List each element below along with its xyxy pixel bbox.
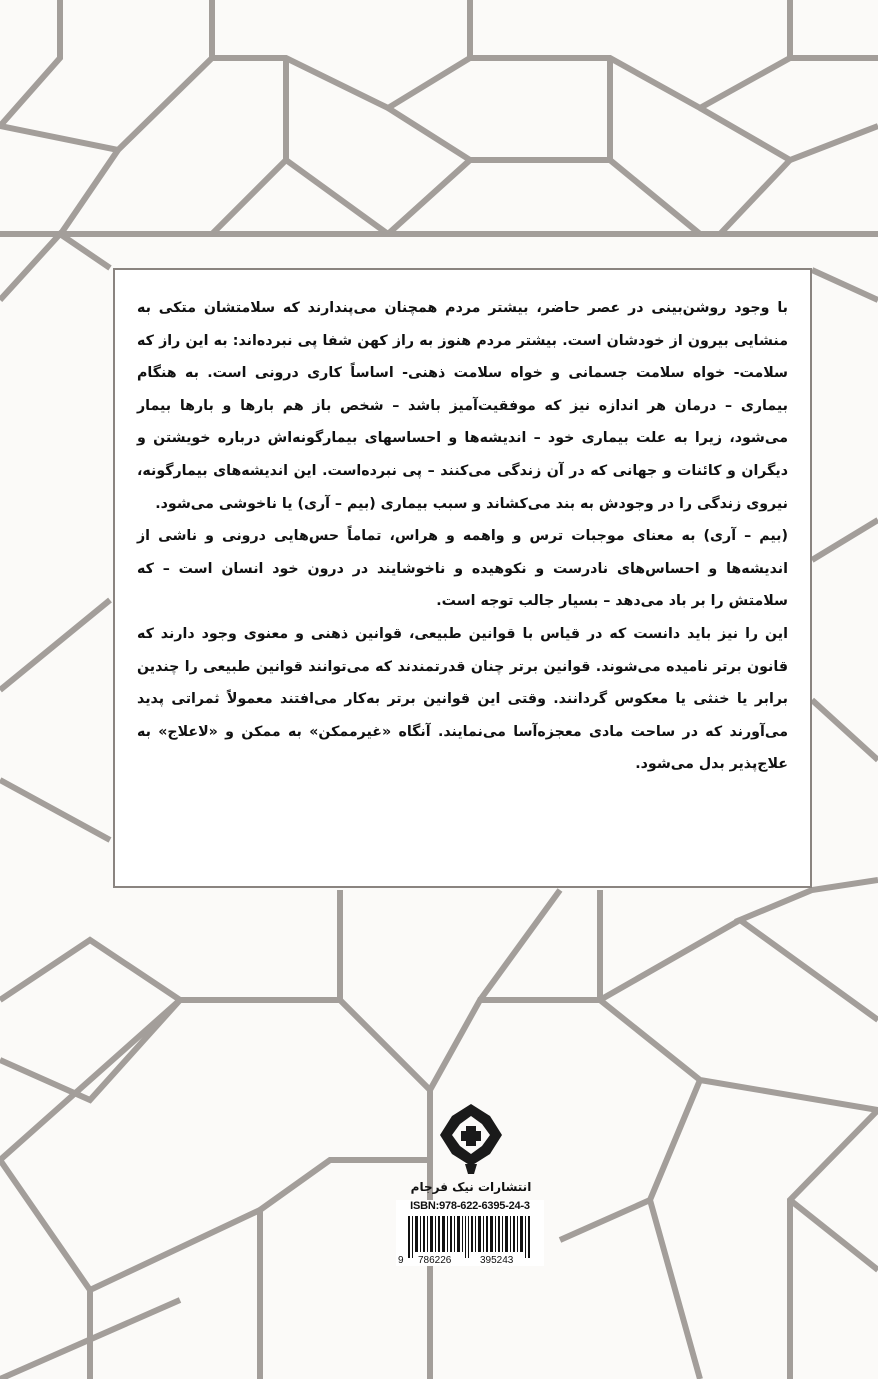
publisher-name: انتشارات نیک فرجام	[410, 1180, 532, 1194]
barcode-digits-middle: 786226	[418, 1255, 452, 1266]
isbn-barcode-block	[396, 1200, 544, 1266]
description-paragraph-1: با وجود روشن‌بینی در عصر حاضر، بیشتر مردم همچنان می‌پندارند که سلامتشان متکی به منشایی بیرون از خودشان است. بیشتر مردم هنوز به راز کهن شفا پی نبرده‌اند: به این راز که سلامت- خواه سلامت جسمانی و خواه سلامت ذهنی- اساساً کاری درونی است. به هنگام بیماری – درمان هر اندازه نیز که موفقیت‌آمیز باشد – شخص باز هم بارها و بارها بیمار می‌شود، زیرا به علت بیماری خود – اندیشه‌ها و احساسهای بیمارگونه‌اش درباره خویشتن و دیگران و کائنات و جهانی که در آن زندگی می‌کنند – پی نبرده‌است. این اندیشه‌های بیمارگونه، نیروی زندگی را در وجودش به بند می‌کشاند و سبب بیماری (بیم – آری) یا ناخوشی می‌شود.	[137, 300, 788, 512]
isbn-barcode-icon	[396, 1214, 544, 1266]
description-paragraph-3: این را نیز باید دانست که در قیاس با قوانین طبیعی، قوانین ذهنی و معنوی وجود دارند که قانون برتر نامیده می‌شوند. قوانین برتر چنان قدرتمندند که می‌توانند قوانین طبیعی را چندین برابر یا خنثی یا معکوس گردانند. وقتی این قوانین برتر به‌کار می‌افتند معمولاً ثمراتی پدید می‌آورند که در ساحت مادی معجزه‌آسا می‌نمایند. آنگاه «غیرممکن» به ممکن و «لاعلاج» به علاج‌پذیر بدل می‌شود.	[137, 625, 788, 773]
barcode-digit-left: 9	[398, 1255, 404, 1266]
publisher-logo-icon	[438, 1102, 504, 1176]
description-text-box	[113, 268, 812, 888]
isbn-label: ISBN:978-622-6395-24-3	[410, 1200, 530, 1212]
description-paragraph-2: (بیم – آری) به معنای موجبات ترس و واهمه و هراس، تماماً حس‌هایی درونی و ناشی از اندیشه‌ها و احساس‌های نادرست و نکوهیده و ناخوشایند در درون خود انسان است – که سلامتش را بر باد می‌دهد – بسیار جالب توجه است.	[137, 528, 788, 610]
barcode-digits-right: 395243	[480, 1255, 514, 1266]
